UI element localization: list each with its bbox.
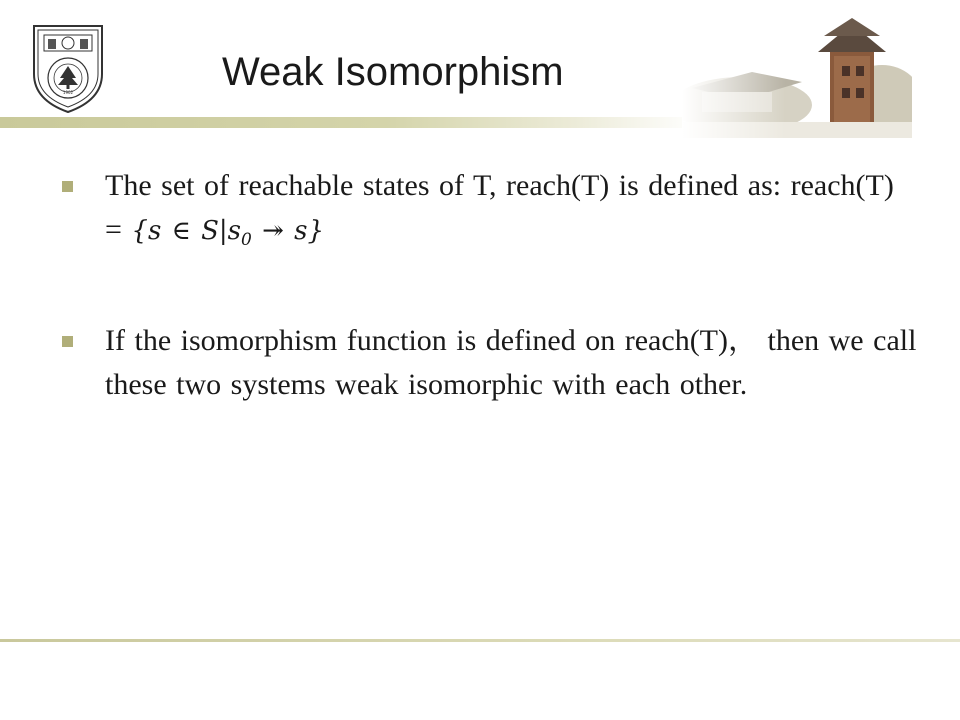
math-s: s: [147, 216, 162, 246]
logo-year: 1902: [62, 90, 74, 95]
campus-building-image: [682, 10, 912, 138]
math-reach-arrow: ↠: [251, 216, 295, 246]
math-open-brace: {: [131, 216, 148, 246]
math-close-brace: }: [307, 216, 325, 246]
math-s-end: s: [294, 216, 308, 246]
slide-title: Weak Isomorphism: [222, 50, 564, 94]
math-s0: s: [227, 216, 242, 246]
math-element-of: ∈: [161, 216, 202, 246]
bullet-text: If the isomorphism function is defined on reach(T)， then we call these two systems weak isomorphic with each other.: [105, 324, 917, 401]
reach-set-formula: [131, 216, 325, 250]
bullet-square-icon: [62, 336, 73, 347]
title-underline: [0, 117, 700, 128]
bullet-text: The set of reachable states of T, reach(T) is defined as: reach(T) =: [105, 169, 894, 246]
math-subscript-0: 0: [241, 230, 252, 250]
footer-rule: [0, 639, 960, 642]
bullet-item: [60, 319, 920, 407]
bullet-list: [60, 164, 920, 407]
math-set-S: S: [201, 216, 219, 246]
bullet-square-icon: [62, 181, 73, 192]
math-bar: |: [218, 216, 228, 246]
bullet-item: [60, 164, 920, 262]
university-logo-icon: [30, 22, 106, 114]
